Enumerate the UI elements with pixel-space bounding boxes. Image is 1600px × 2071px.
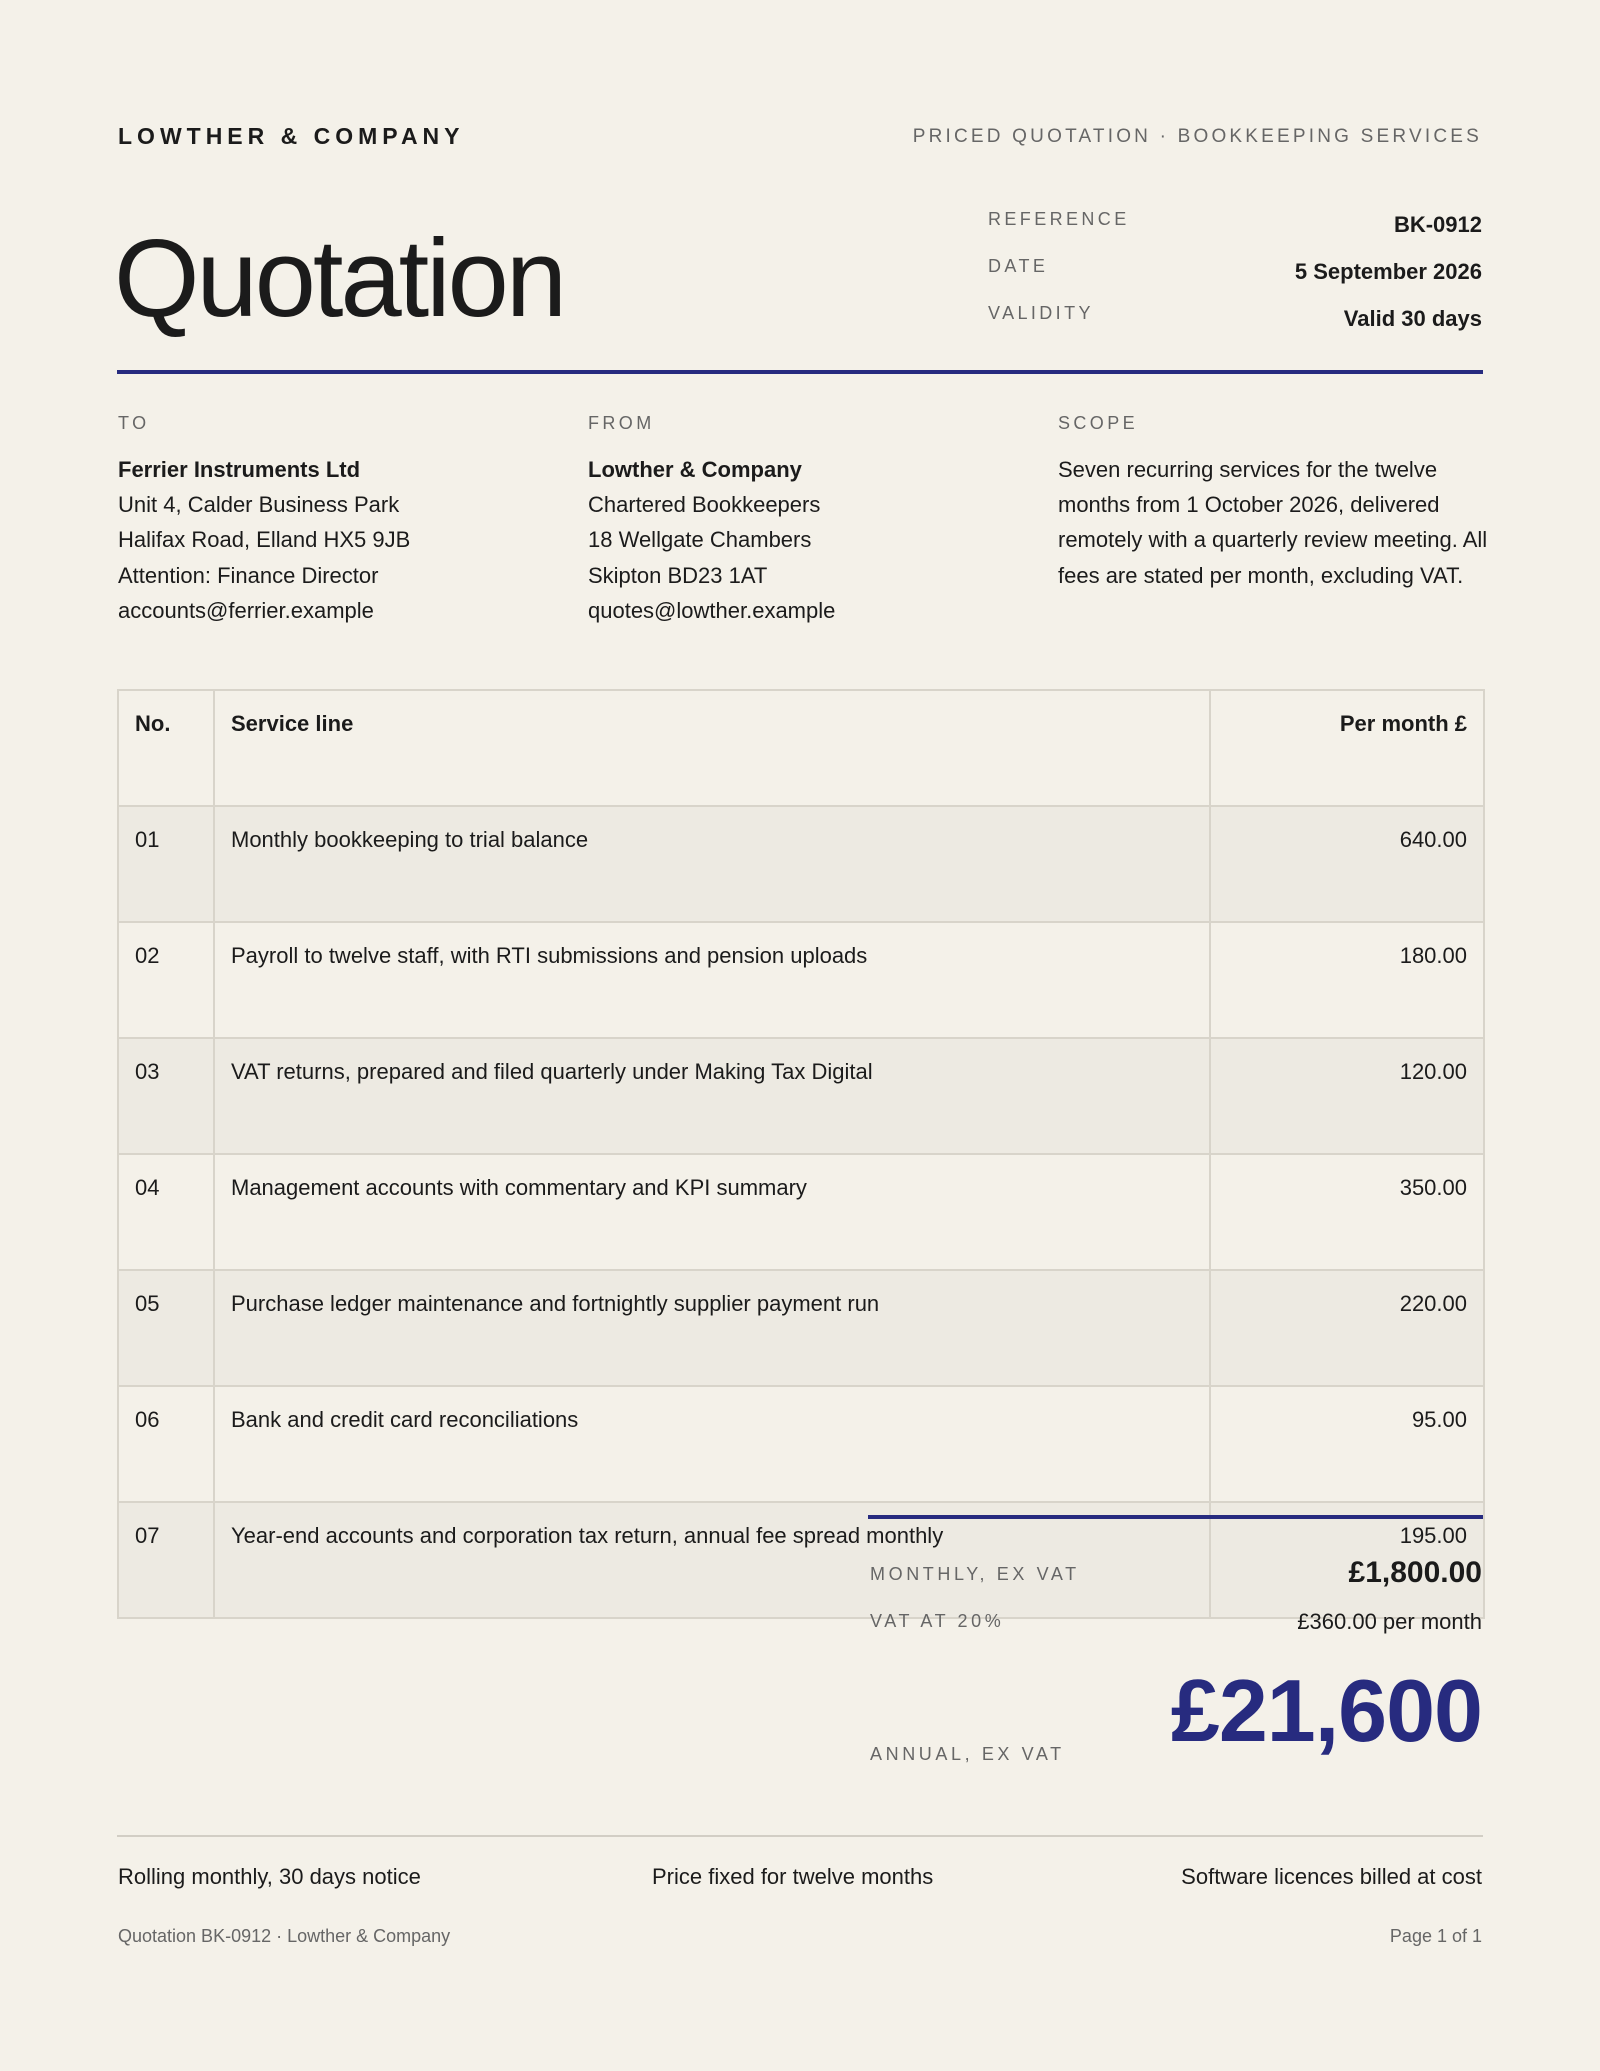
row-service: Year-end accounts and corporation tax return, annual fee spread monthly	[214, 1502, 1210, 1618]
annual-label: ANNUAL, EX VAT	[870, 1744, 1065, 1764]
validity-label: VALIDITY	[988, 303, 1094, 323]
row-number: 05	[118, 1270, 214, 1386]
table-row	[118, 1038, 1484, 1154]
row-service: Management accounts with commentary and KPI summary	[214, 1154, 1210, 1270]
from-line: Skipton BD23 1AT	[588, 562, 768, 588]
row-amount: 220.00	[1210, 1270, 1484, 1386]
row-service: VAT returns, prepared and filed quarterly under Making Tax Digital	[214, 1038, 1210, 1154]
annual-value: £21,600	[1170, 1661, 1482, 1760]
vat-value: £360.00 per month	[1297, 1609, 1482, 1634]
validity-value: Valid 30 days	[1343, 306, 1482, 331]
totals-divider	[868, 1515, 1483, 1519]
table-row	[118, 922, 1484, 1038]
row-service: Payroll to twelve staff, with RTI submissions and pension uploads	[214, 922, 1210, 1038]
terms-note-notice: Rolling monthly, 30 days notice	[118, 1864, 421, 1889]
row-number: 06	[118, 1386, 214, 1502]
to-line: Unit 4, Calder Business Park	[118, 492, 400, 518]
scope-text: Seven recurring services for the twelve months from 1 October 2026, delivered remotely with a quarterly review meeting. All fees are stated per month, excluding VAT.	[1058, 457, 1488, 588]
row-number: 03	[118, 1038, 214, 1154]
reference-label: REFERENCE	[988, 209, 1130, 229]
row-service: Monthly bookkeeping to trial balance	[214, 806, 1210, 922]
terms-note-licences: Software licences billed at cost	[1181, 1864, 1482, 1889]
header-per-month: Per month £	[1210, 690, 1484, 806]
service-table	[117, 689, 1485, 1619]
row-number: 04	[118, 1154, 214, 1270]
to-line: Halifax Road, Elland HX5 9JB	[118, 527, 411, 553]
reference-value: BK-0912	[1393, 212, 1482, 237]
table-row	[118, 1502, 1484, 1618]
document-type: PRICED QUOTATION · BOOKKEEPING SERVICES	[912, 126, 1482, 147]
row-service: Bank and credit card reconciliations	[214, 1386, 1210, 1502]
date-label: DATE	[988, 256, 1049, 276]
row-amount: 350.00	[1210, 1154, 1484, 1270]
row-number: 01	[118, 806, 214, 922]
monthly-value: £1,800.00	[1348, 1556, 1482, 1589]
terms-note-price: Price fixed for twelve months	[652, 1864, 934, 1889]
from-name: Lowther & Company	[588, 457, 802, 482]
row-amount: 95.00	[1210, 1386, 1484, 1502]
row-number: 02	[118, 922, 214, 1038]
row-service: Purchase ledger maintenance and fortnightly supplier payment run	[214, 1270, 1210, 1386]
page-title: Quotation	[114, 217, 565, 340]
row-amount: 180.00	[1210, 922, 1484, 1038]
footer-divider	[117, 1835, 1483, 1837]
scope-label: SCOPE	[1058, 413, 1139, 433]
table-row	[118, 1154, 1484, 1270]
from-line: Chartered Bookkeepers	[588, 492, 821, 518]
to-line: Attention: Finance Director	[118, 562, 379, 588]
row-amount: 640.00	[1210, 806, 1484, 922]
brand-name: LOWTHER & COMPANY	[118, 123, 465, 149]
table-row	[118, 1386, 1484, 1502]
header-service-line: Service line	[214, 690, 1210, 806]
from-email[interactable]: quotes@lowther.example	[588, 597, 836, 623]
to-address	[118, 452, 410, 628]
header-divider	[117, 370, 1483, 374]
table-row	[118, 1270, 1484, 1386]
date-value: 5 September 2026	[1294, 259, 1482, 284]
from-line: 18 Wellgate Chambers	[588, 527, 812, 553]
from-label: FROM	[588, 413, 655, 433]
header-number: No.	[118, 690, 214, 806]
to-label: TO	[118, 413, 150, 433]
from-address	[588, 452, 835, 628]
table-row	[118, 806, 1484, 922]
monthly-label: MONTHLY, EX VAT	[870, 1564, 1080, 1584]
vat-label: VAT AT 20%	[870, 1611, 1005, 1631]
to-email[interactable]: accounts@ferrier.example	[118, 597, 374, 623]
footer-page-number: Page 1 of 1	[1389, 1926, 1482, 1946]
footer-document-id: Quotation BK-0912 · Lowther & Company	[118, 1926, 451, 1946]
row-amount: 120.00	[1210, 1038, 1484, 1154]
row-amount: 195.00	[1210, 1502, 1484, 1618]
to-name: Ferrier Instruments Ltd	[118, 457, 361, 482]
row-number: 07	[118, 1502, 214, 1618]
table-header-row	[118, 690, 1484, 806]
